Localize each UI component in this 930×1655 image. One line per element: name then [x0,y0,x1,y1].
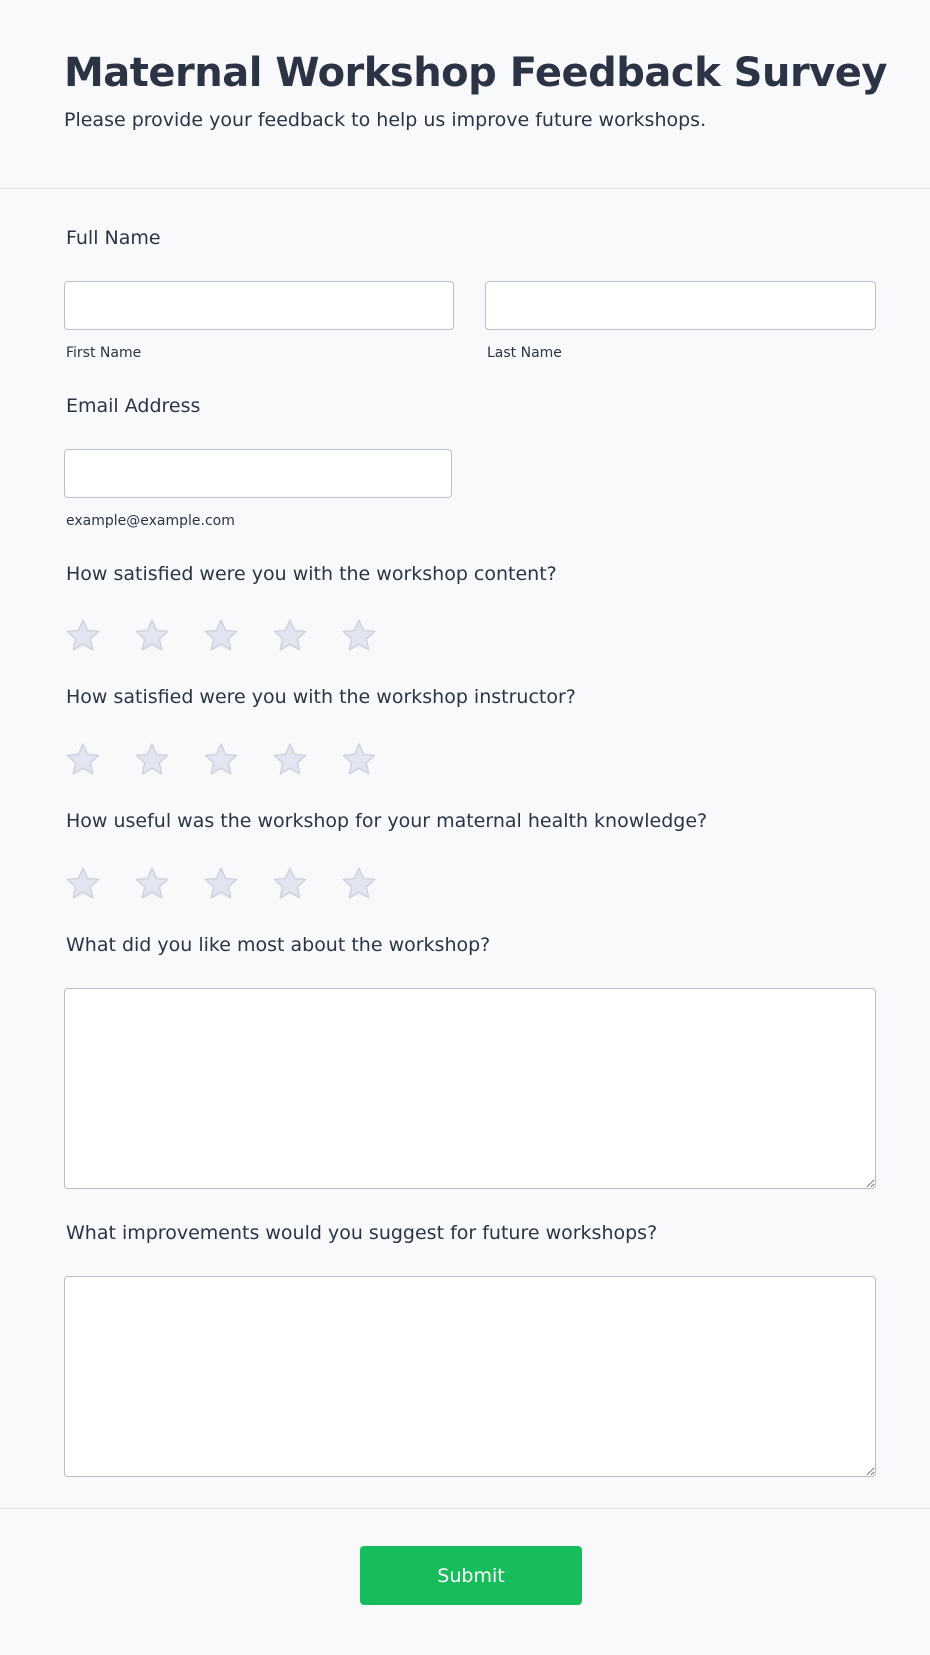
rating-question-content: How satisfied were you with the workshop content? [66,563,557,585]
email-label: Email Address [66,395,201,417]
email-sublabel: example@example.com [66,513,235,529]
last-name-input[interactable] [485,281,876,330]
star-outline-icon[interactable] [271,865,309,903]
star-outline-icon[interactable] [202,741,240,779]
rating-question-usefulness: How useful was the workshop for your maternal health knowledge? [66,810,708,832]
first-name-sublabel: First Name [66,345,142,361]
star-outline-icon[interactable] [133,741,171,779]
star-outline-icon[interactable] [64,617,102,655]
improvements-label: What improvements would you suggest for future workshops? [66,1222,658,1244]
email-input[interactable] [64,449,452,498]
full-name-label: Full Name [66,227,161,249]
star-outline-icon[interactable] [271,741,309,779]
star-rating-instructor [64,741,378,779]
star-outline-icon[interactable] [340,617,378,655]
improvements-textarea[interactable] [64,1276,876,1477]
star-rating-content [64,617,378,655]
star-outline-icon[interactable] [202,617,240,655]
page-subtitle: Please provide your feedback to help us improve future workshops. [64,109,707,131]
first-name-input[interactable] [64,281,454,330]
star-outline-icon[interactable] [133,617,171,655]
liked-most-textarea[interactable] [64,988,876,1189]
rating-question-instructor: How satisfied were you with the workshop instructor? [66,686,576,708]
star-outline-icon[interactable] [133,865,171,903]
star-outline-icon[interactable] [202,865,240,903]
liked-most-label: What did you like most about the workshop? [66,934,491,956]
star-outline-icon[interactable] [340,741,378,779]
form-header [0,0,930,189]
submit-button[interactable]: Submit [360,1546,582,1605]
last-name-sublabel: Last Name [487,345,562,361]
star-outline-icon[interactable] [64,741,102,779]
star-rating-usefulness [64,865,378,903]
star-outline-icon[interactable] [64,865,102,903]
page-title: Maternal Workshop Feedback Survey [64,50,887,96]
footer-divider [0,1508,930,1509]
star-outline-icon[interactable] [271,617,309,655]
star-outline-icon[interactable] [340,865,378,903]
